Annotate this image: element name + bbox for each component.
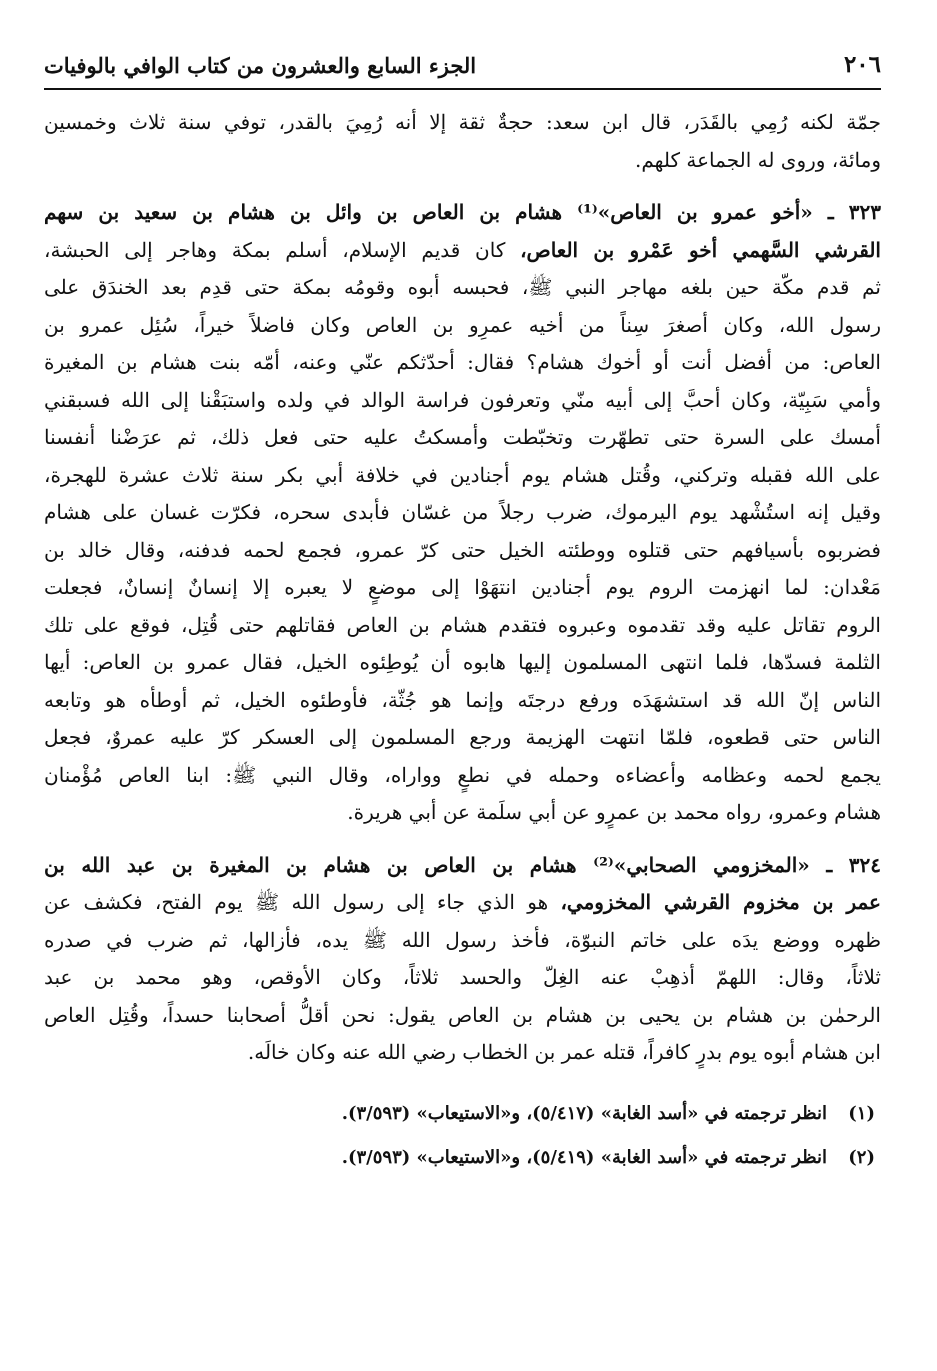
text-line: أمسك على السرة حتى تطهّرت وتخبّطت وأمسكتُ عليه حتى فعل ذلك، ثم عرَضْنا أنفسنا: [44, 425, 881, 449]
footnote-1: [44, 1092, 881, 1136]
text-line: رسول الله، وكان أصغرَ سِناً من أخيه عمرِو بن العاص وكان فاضلاً خيراً، سُئِل عمرو بن: [44, 312, 881, 337]
text-line: الروم تقاتل عليه وقد تقدموه وعبروه فتقدم هشام بن العاص فقاتلهم حتى قُتِل، فوقع على تلك: [44, 612, 881, 637]
entry-name-bold: عمر بن مخزوم القرشي المخزومي،: [560, 890, 881, 914]
footnote-text: انظر ترجمته في «أسد الغابة» (٥/٤١٧)، و«الاستيعاب» (٣/٥٩٣).: [341, 1102, 827, 1124]
text-run: هو الذي جاء إلى رسول الله ﷺ يوم الفتح، فكشف عن: [44, 890, 561, 914]
page-header: [44, 36, 881, 78]
text-line: وأمي سَبِيّة، وكان أحبَّ إلى أبيه منّي وتعرفون فراسة الوالد في ولده واستبَقْنا إلى الله فسبقني: [44, 387, 881, 412]
entry-name-bold: القرشي السَّهمي أخو عَمْرو بن العاص،: [520, 237, 881, 262]
text-line: [44, 232, 881, 270]
footnote-text: انظر ترجمته في «أسد الغابة» (٥/٤١٩)، و«الاستيعاب» (٣/٥٩٣).: [341, 1146, 827, 1168]
text-line: الثلمة فسدّها، فلما انتهى المسلمون إليها هابوه أن يُوطِئوه الخيل، فقال عمرو بن العاص: أيها: [44, 650, 881, 674]
text-line: على الله فقبله وتركني، وقُتل هشام يوم أجنادين في خلافة أبي بكر سنة ثلاث عشرة للهجرة،: [44, 462, 881, 487]
text-run: كان قديم الإسلام، أسلم بمكة وهاجر إلى الحبشة،: [44, 237, 521, 262]
paragraph-intro: [44, 104, 881, 179]
text-line: فضربوه بأسيافهم حتى قتلوه ووطئته الخيل حتى كرّ عمرو، فجمع لحمه فدفنه، وقال خالد بن: [44, 537, 881, 562]
text-line: مَعْدان: لما انهزمت الروم يوم أجنادين انتهَوْا إلى موضعٍ لا يعبره إلا إنسانٌ إنسانٌ، فجعلت: [44, 575, 881, 599]
footnote-number: (١): [848, 1102, 875, 1124]
entry-323: [44, 194, 881, 832]
text-line: ثم قدم مكّة حين بلغه مهاجر النبي ﷺ، فحبسه أبوه وقومُه بمكة حتى قدِم بعد الخندَق على: [44, 275, 881, 299]
footnotes: [44, 1092, 881, 1180]
text-line: جمّة لكنه رُمِي بالقَدَر، قال ابن سعد: حجةٌ ثقة إلا أنه رُمِيَ بالقدر، توفي سنة ثلاث وخمسين: [44, 110, 881, 134]
text-line: ثلاثاً، وقال: اللهمّ أذهِبْ عنه الغِلّ والحسد ثلاثاً، وكان الأوقص، وهو محمد بن عبد: [44, 965, 881, 989]
entry-heading-line: ٣٢٤ ـ «المخزومي الصحابي»⁽²⁾ هشام بن العاص بن هشام بن المغيرة بن عبد الله بن: [44, 852, 881, 877]
footnote-number: (٢): [848, 1146, 875, 1168]
running-title: الجزء السابع والعشرون من كتاب الوافي بالوفيات: [44, 53, 477, 78]
text-line: ومائة، وروى له الجماعة كلهم.: [635, 147, 881, 172]
text-line: العاص: من أفضل أنت أو أخوك هشام؟ فقال: أحدّثكم عنّي وعنه، أمّه بنت هشام بن المغيرة: [44, 350, 881, 374]
text-line: ظهره ووضع يدَه على خاتم النبوّة، فأخذ رسول الله ﷺ يده، فأزالها، ثم ضرب في صدره: [44, 927, 881, 952]
header-rule: [44, 88, 881, 90]
text-line: الناس حتى قطعوه، فلمّا انتهت الهزيمة ورجع المسلمون إلى العسكر كرّ عليه عمروٌ، فجعل: [44, 725, 881, 749]
page-number: ٢٠٦: [843, 51, 881, 78]
text-line: الرحمٰن بن هشام بن يحيى بن هشام بن العاص يقول: نحن أقلُّ أصحابنا حسداً، وقُتِل العاص: [44, 1002, 881, 1027]
text-line: الناس إنّ الله قد استشهَدَه ورفع درجتَه وإنما هو جُثّة، فأوطئوه الخيل، ثم أوطأه هو وتابعه: [44, 687, 881, 712]
entry-324: [44, 847, 881, 1072]
text-line: ابن هشام أبوه يوم بدرٍ كافراً، قتله عمر بن الخطاب رضي الله عنه وكان خالَه.: [247, 1040, 881, 1064]
text-line: هشام وعمرو، رواه محمد بن عمرٍو عن أبي سلَمة عن أبي هريرة.: [347, 800, 881, 824]
text-line: [44, 884, 881, 922]
footnote-2: [44, 1136, 881, 1180]
entry-heading-line: ٣٢٣ ـ «أخو عمرو بن العاص»⁽¹⁾ هشام بن العاص بن وائل بن هشام بن سعيد بن سهم: [44, 200, 881, 224]
text-line: يجمع لحمه وعظامه وأعضاءه وحمله في نطعٍ وواراه، وقال النبي ﷺ: ابنا العاص مُؤْمنان: [44, 762, 881, 787]
text-line: وقيل إنه استُشْهد يوم اليرموك، ضرب رجلاً من غسّان فأبدى سحره، فكرّت غسان على هشام: [44, 500, 881, 524]
